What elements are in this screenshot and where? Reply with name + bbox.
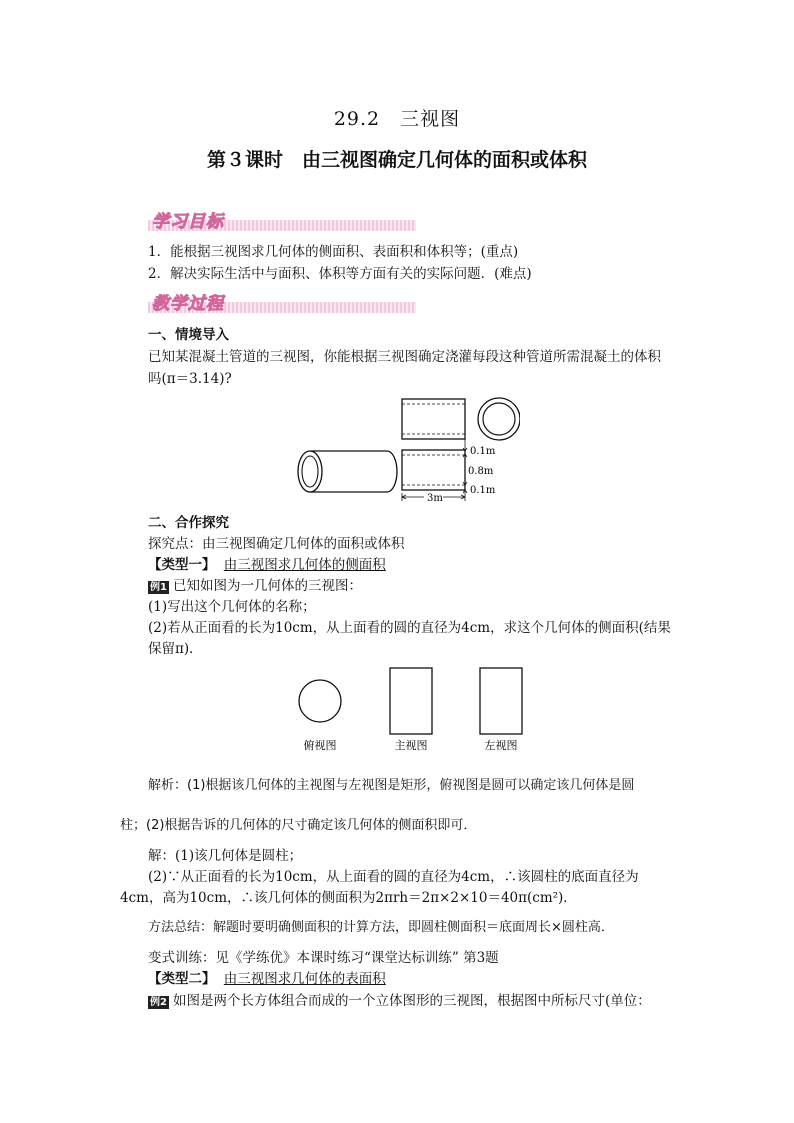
goal-item-2: 2．解决实际生活中与面积、体积等方面有关的实际问题．(难点) bbox=[148, 266, 532, 282]
example2-tag: 例2 bbox=[150, 997, 167, 1008]
solution-step-1: 解：(1)该几何体是圆柱； bbox=[148, 848, 303, 864]
intro-line-2: 吗(π＝3.14)? bbox=[148, 371, 232, 387]
dim-middle-label: 0.8m bbox=[468, 466, 494, 477]
analysis-line-1: 解析：(1)根据该几何体的主视图与左视图是矩形，俯视图是圆可以确定该几何体是圆 bbox=[148, 778, 635, 793]
method-summary: 方法总结：解题时要明确侧面积的计算方法，即圆柱侧面积＝底面周长×圆柱高． bbox=[148, 920, 614, 935]
type1-title: 由三视图求几何体的侧面积 bbox=[223, 557, 386, 573]
pipe-side-inner-circle bbox=[483, 403, 515, 435]
solution-step-2-line-2: 4cm，高为10cm，∴该几何体的侧面积为2πrh＝2π×2×10＝40π(cm²)． bbox=[120, 890, 577, 906]
pipe-front-view bbox=[402, 399, 465, 439]
goal-item-1: 1．能根据三视图求几何体的侧面积、表面积和体积等；(重点) bbox=[148, 244, 519, 260]
analysis-line-2: 柱；(2)根据告诉的几何体的尺寸确定该几何体的侧面积即可． bbox=[120, 818, 477, 833]
example1-tag: 例1 bbox=[150, 582, 167, 593]
pipe-top-view bbox=[402, 450, 465, 490]
type2-title: 由三视图求几何体的表面积 bbox=[223, 971, 386, 987]
goals-banner bbox=[148, 211, 416, 231]
question-1: (1)写出这个几何体的名称； bbox=[148, 599, 316, 615]
cylinder-three-views-figure bbox=[290, 665, 530, 757]
section-title: 29.2 三视图 bbox=[333, 108, 461, 130]
type1-bracket: 【类型一】 bbox=[148, 557, 216, 573]
variant-training: 变式训练：见《学练优》本课时练习“课堂达标训练” 第3题 bbox=[148, 950, 499, 966]
type2-heading bbox=[148, 968, 386, 990]
explore-heading: 二、合作探究 bbox=[148, 515, 229, 531]
example1-line bbox=[148, 575, 362, 597]
type1-heading bbox=[148, 554, 386, 576]
pipe-side-outer-circle bbox=[478, 398, 520, 440]
explore-point: 探究点：由三视图确定几何体的面积或体积 bbox=[148, 536, 405, 552]
process-banner-label: 教学过程 bbox=[152, 294, 224, 314]
example2-text: 如图是两个长方体组合而成的一个立体图形的三视图，根据图中所标尺寸(单位： bbox=[172, 993, 651, 1009]
front-view-label: 主视图 bbox=[394, 739, 428, 752]
top-view-label: 俯视图 bbox=[303, 739, 337, 752]
pipe-three-views-figure bbox=[290, 393, 520, 508]
left-view-label: 左视图 bbox=[484, 739, 518, 752]
lesson-title: 第３课时 由三视图确定几何体的面积或体积 bbox=[206, 149, 587, 171]
solution-step-2-line-1: (2)∵从正面看的长为10cm，从上面看的圆的直径为4cm，∴该圆柱的底面直径为 bbox=[148, 869, 639, 885]
intro-heading: 一、情境导入 bbox=[148, 327, 229, 343]
dim-bottom-label: 0.1m bbox=[470, 485, 496, 496]
process-banner bbox=[148, 293, 416, 313]
example1-text: 已知如图为一几何体的三视图： bbox=[172, 578, 362, 594]
intro-line-1: 已知某混凝土管道的三视图，你能根据三视图确定浇灌每段这种管道所需混凝土的体积 bbox=[148, 349, 661, 365]
question-2-line-2: 保留π)． bbox=[148, 641, 203, 657]
top-view-circle bbox=[299, 680, 341, 722]
question-2-line-1: (2)若从正面看的长为10cm，从上面看的圆的直径为4cm，求这个几何体的侧面积(结果 bbox=[148, 620, 671, 636]
front-view-rect bbox=[390, 668, 432, 734]
dim-top-label: 0.1m bbox=[470, 446, 496, 457]
goals-banner-label: 学习目标 bbox=[152, 212, 224, 232]
dim-length-label: 3m bbox=[427, 493, 443, 504]
type2-bracket: 【类型二】 bbox=[148, 971, 216, 987]
pipe-3d-drawing bbox=[298, 451, 397, 492]
example2-line bbox=[148, 990, 651, 1012]
left-view-rect bbox=[480, 668, 522, 734]
